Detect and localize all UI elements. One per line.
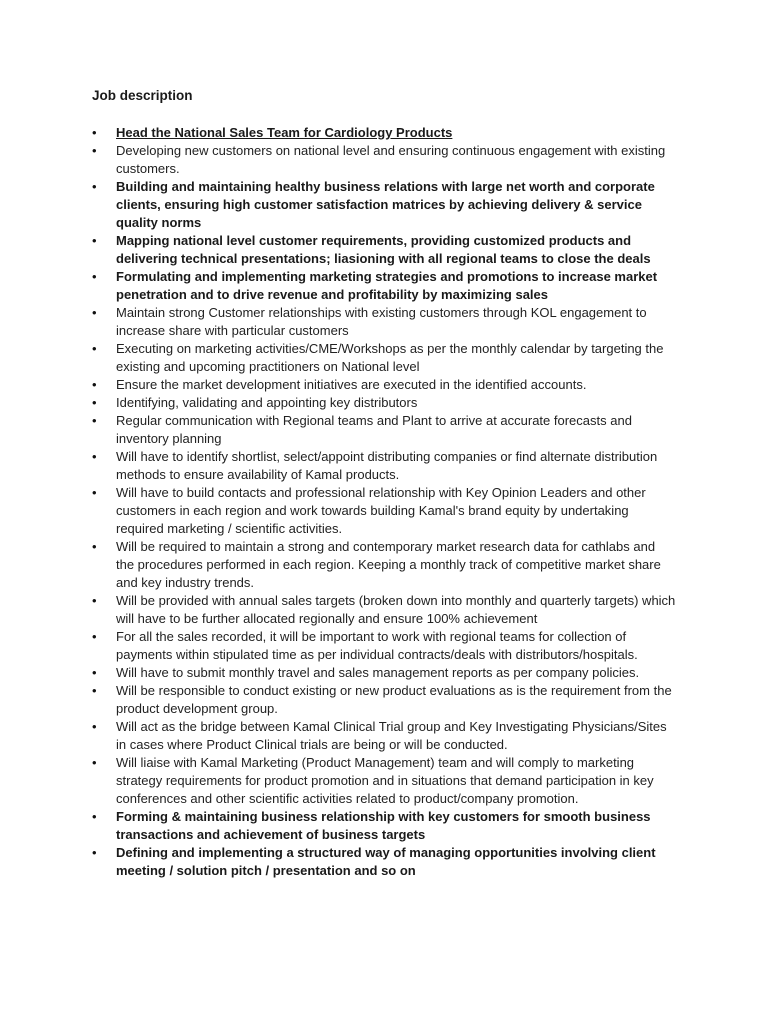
- list-item-text: Will be required to maintain a strong and contemporary market research data for cathlabs and the procedures performed in each region. Keeping a monthly track of competitive market share and key industry trends.: [116, 539, 661, 590]
- list-item: [0, 592, 768, 628]
- list-item: [0, 628, 768, 664]
- list-item-text: Will act as the bridge between Kamal Clinical Trial group and Key Investigating Physicians/Sites in cases where Product Clinical trials are being or will be conducted.: [116, 719, 667, 752]
- list-item-text: Developing new customers on national level and ensuring continuous engagement with existing customers.: [116, 143, 666, 176]
- bullet-icon: •: [92, 683, 97, 698]
- list-item-text: Executing on marketing activities/CME/Workshops as per the monthly calendar by targeting the existing and upcoming practitioners on National level: [116, 341, 664, 374]
- bullet-icon: •: [92, 755, 97, 770]
- list-item: [0, 304, 768, 340]
- bullet-icon: •: [92, 719, 97, 734]
- list-item-text: Forming & maintaining business relationship with key customers for smooth business transactions and achievement of business targets: [116, 809, 651, 842]
- bullet-icon: •: [92, 539, 97, 554]
- bullet-icon: •: [92, 665, 97, 680]
- list-item-text: Defining and implementing a structured way of managing opportunities involving client meeting / solution pitch / presentation and so on: [116, 845, 656, 878]
- list-item: [0, 718, 768, 754]
- list-item: [0, 412, 768, 448]
- list-item: [0, 394, 768, 412]
- list-item-text: Identifying, validating and appointing key distributors: [116, 395, 418, 410]
- list-item: [0, 808, 768, 844]
- list-item: [0, 448, 768, 484]
- list-item: [0, 142, 768, 178]
- list-item-text: Will liaise with Kamal Marketing (Product Management) team and will comply to marketing strategy requirements for product promotion and in situations that demand participation in key conferences and other scientific activities related to product/company promotion.: [116, 755, 654, 806]
- list-item: [0, 682, 768, 718]
- list-item: [0, 484, 768, 538]
- bullet-icon: •: [92, 809, 97, 824]
- list-item-text: Will have to identify shortlist, select/appoint distributing companies or find alternate distribution methods to ensure availability of Kamal products.: [116, 449, 658, 482]
- bullet-icon: •: [92, 593, 97, 608]
- bullet-icon: •: [92, 233, 97, 248]
- list-item-text: Regular communication with Regional teams and Plant to arrive at accurate forecasts and inventory planning: [116, 413, 632, 446]
- list-item-text: Will have to build contacts and professional relationship with Key Opinion Leaders and other customers in each region and work towards building Kamal's brand equity by undertaking required marketing / scientific activities.: [116, 485, 646, 536]
- bullet-icon: •: [92, 377, 97, 392]
- list-item-text: Ensure the market development initiatives are executed in the identified accounts.: [116, 377, 587, 392]
- list-item: [0, 754, 768, 808]
- bullet-icon: •: [92, 305, 97, 320]
- bullet-icon: •: [92, 143, 97, 158]
- list-item-text: Mapping national level customer requirements, providing customized products and delivering technical presentations; liasioning with all regional teams to close the deals: [116, 233, 651, 266]
- bullet-icon: •: [92, 269, 97, 284]
- bullet-icon: •: [92, 395, 97, 410]
- bullet-icon: •: [92, 629, 97, 644]
- list-item: [0, 844, 768, 880]
- responsibilities-list: [0, 124, 768, 880]
- list-item-text: Will have to submit monthly travel and sales management reports as per company policies.: [116, 665, 640, 680]
- bullet-icon: •: [92, 485, 97, 500]
- bullet-icon: •: [92, 179, 97, 194]
- list-item-text: Will be provided with annual sales targets (broken down into monthly and quarterly targets) which will have to be further allocated regionally and ensure 100% achievement: [116, 593, 676, 626]
- list-item-text: Maintain strong Customer relationships with existing customers through KOL engagement to increase share with particular customers: [116, 305, 647, 338]
- list-item-text: For all the sales recorded, it will be important to work with regional teams for collection of payments within stipulated time as per individual contracts/deals with distributors/hospitals.: [116, 629, 638, 662]
- list-item-text: Head the National Sales Team for Cardiology Products: [116, 125, 453, 140]
- list-item: [0, 268, 768, 304]
- list-item: [0, 340, 768, 376]
- list-item: [0, 178, 768, 232]
- document-heading: Job description: [92, 88, 193, 103]
- list-item-text: Will be responsible to conduct existing or new product evaluations as is the requirement from the product development group.: [116, 683, 672, 716]
- list-item-text: Formulating and implementing marketing strategies and promotions to increase market penetration and to drive revenue and profitability by maximizing sales: [116, 269, 658, 302]
- bullet-icon: •: [92, 413, 97, 428]
- bullet-icon: •: [92, 845, 97, 860]
- bullet-icon: •: [92, 449, 97, 464]
- bullet-icon: •: [92, 341, 97, 356]
- bullet-icon: •: [92, 125, 97, 140]
- list-item: [0, 376, 768, 394]
- list-item: [0, 538, 768, 592]
- list-item: [0, 232, 768, 268]
- list-item-text: Building and maintaining healthy business relations with large net worth and corporate clients, ensuring high customer satisfaction matrices by achieving delivery & service quality norms: [116, 179, 655, 230]
- list-item: [0, 124, 768, 142]
- list-item: [0, 664, 768, 682]
